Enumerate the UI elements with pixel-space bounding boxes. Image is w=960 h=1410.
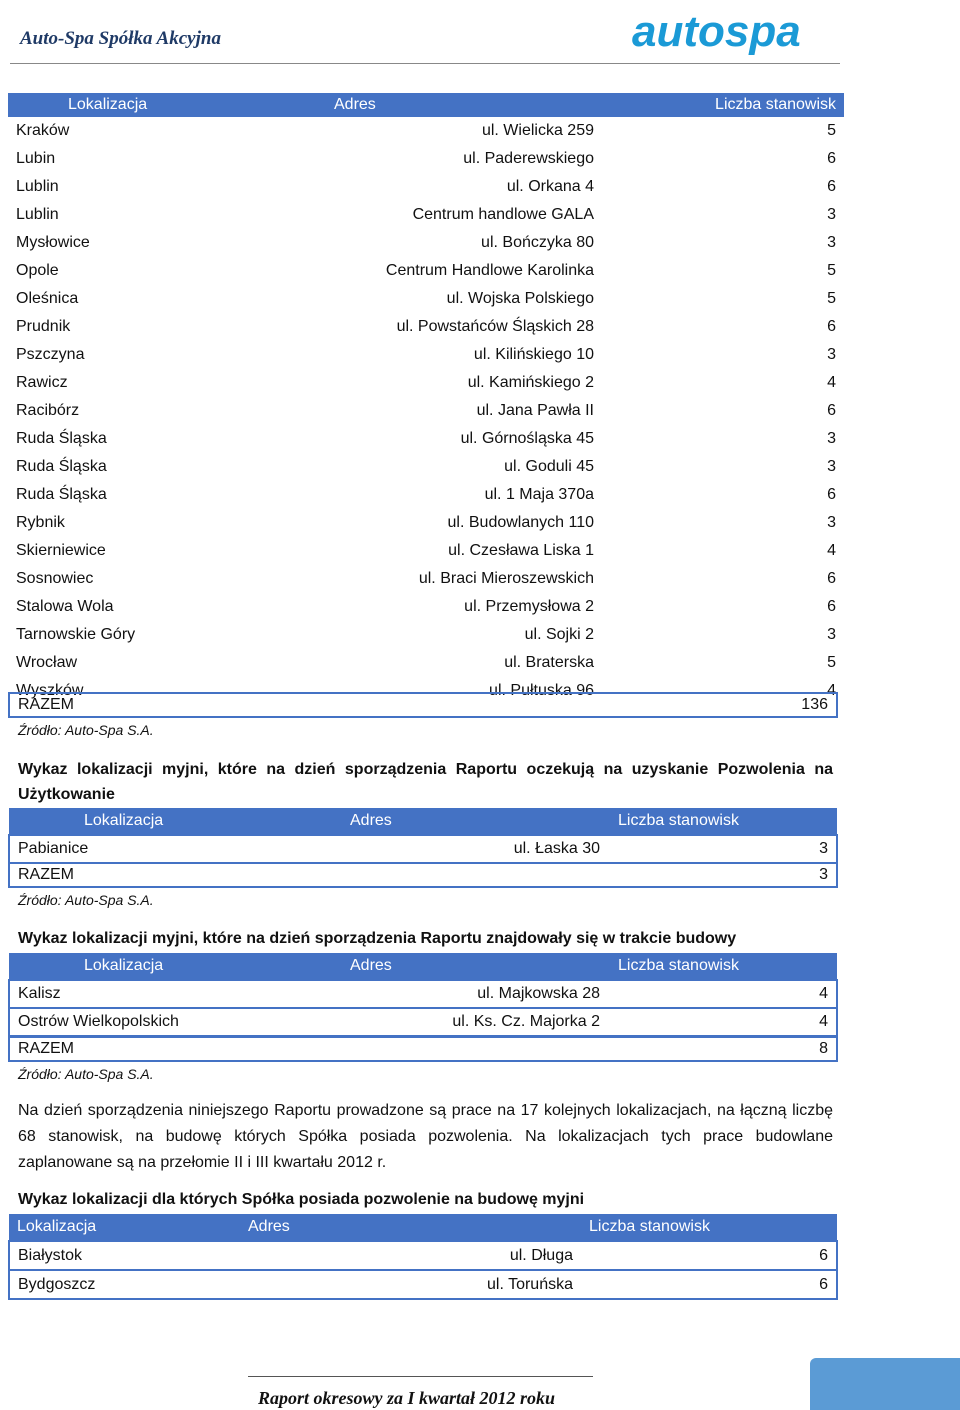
cell-address: ul. Pułtuska 96 [326,677,602,705]
cell-stations: 3 [608,835,837,863]
table-row [8,621,844,649]
table-row [9,1008,837,1036]
cell-address: ul. Łaska 30 [342,835,608,863]
table-row [8,341,844,369]
table-row [8,453,844,481]
cell-stations: 4 [608,1008,837,1036]
table-row [8,481,844,509]
total-row [8,1036,838,1062]
header-address: Adres [240,1214,581,1241]
table-row [9,980,837,1008]
header-location: Lokalizacja [9,953,342,980]
cell-location: Lubin [8,145,326,173]
cell-location: Sosnowiec [8,565,326,593]
cell-stations: 3 [602,341,844,369]
cell-stations: 3 [602,509,844,537]
section-heading-occupancy: Wykaz lokalizacji myjni, które na dzień sporządzenia Raportu oczekują na uzyskanie Pozwolenia na Użytkowanie [18,761,833,803]
cell-stations: 6 [602,313,844,341]
cell-address: ul. Paderewskiego [326,145,602,173]
table-row [8,313,844,341]
table-row [8,201,844,229]
table-row [8,173,844,201]
cell-address: ul. Wojska Polskiego [326,285,602,313]
cell-location: Oleśnica [8,285,326,313]
table-row [8,145,844,173]
cell-location: Wrocław [8,649,326,677]
cell-location: Pabianice [9,835,342,863]
cell-stations: 4 [608,980,837,1008]
table-row [8,425,844,453]
cell-location: Bydgoszcz [9,1270,240,1299]
header-divider [10,63,840,64]
construction-table [8,953,838,1037]
cell-location: Tarnowskie Góry [8,621,326,649]
cell-location: Stalowa Wola [8,593,326,621]
occupancy-table [8,808,838,864]
cell-location: Lublin [8,173,326,201]
header-location: Lokalizacja [8,93,326,117]
header-address: Adres [342,953,608,980]
cell-location: Kraków [8,117,326,145]
cell-address: ul. Jana Pawła II [326,397,602,425]
cell-stations: 6 [581,1241,837,1270]
table-row [8,285,844,313]
total-value: 136 [801,696,828,713]
cell-address: ul. Toruńska [240,1270,581,1299]
cell-stations: 6 [602,481,844,509]
cell-address: ul. Goduli 45 [326,453,602,481]
cell-location: Mysłowice [8,229,326,257]
cell-address: ul. 1 Maja 370a [326,481,602,509]
cell-address: ul. Budowlanych 110 [326,509,602,537]
cell-stations: 6 [602,397,844,425]
total-label: RAZEM [18,866,74,883]
cell-address: ul. Powstańców Śląskich 28 [326,313,602,341]
cell-stations: 5 [602,649,844,677]
cell-location: Opole [8,257,326,285]
header-stations: Liczba stanowisk [602,93,844,117]
header-location: Lokalizacja [9,1214,240,1241]
footer-accent-tab [810,1358,960,1410]
table-row [8,509,844,537]
table-row [9,835,837,863]
cell-address: ul. Braterska [326,649,602,677]
svg-text:autospa: autospa [632,7,801,56]
cell-address: ul. Orkana 4 [326,173,602,201]
cell-address: ul. Czesława Liska 1 [326,537,602,565]
cell-stations: 4 [602,369,844,397]
cell-location: Kalisz [9,980,342,1008]
section-heading-construction: Wykaz lokalizacji myjni, które na dzień sporządzenia Raportu znajdowały się w trakcie budowy [18,930,737,947]
cell-address: ul. Sojki 2 [326,621,602,649]
total-value: 3 [819,866,828,883]
header-stations: Liczba stanowisk [608,808,837,835]
footer-report-title: Raport okresowy za I kwartał 2012 roku [258,1388,556,1408]
cell-stations: 5 [602,117,844,145]
summary-paragraph: Na dzień sporządzenia niniejszego Raportu prowadzone są prace na 17 kolejnych lokalizacjach, na łączną liczbę 68 stanowisk, na budowę których Spółka posiada pozwolenia. Na lokalizacjach tych prace budowlane zaplanowane są na przełomie II i III kwartału 2012 r. [18,1102,833,1171]
cell-stations: 6 [581,1270,837,1299]
table-row [8,369,844,397]
cell-stations: 5 [602,285,844,313]
cell-address: ul. Przemysłowa 2 [326,593,602,621]
cell-location: Racibórz [8,397,326,425]
cell-stations: 5 [602,257,844,285]
cell-stations: 6 [602,173,844,201]
total-label: RAZEM [18,1040,74,1057]
cell-location: Prudnik [8,313,326,341]
total-value: 8 [819,1040,828,1057]
table-row [8,397,844,425]
cell-address: Centrum handlowe GALA [326,201,602,229]
company-name: Auto-Spa Spółka Akcyjna [20,28,221,49]
cell-address: ul. Majkowska 28 [342,980,608,1008]
cell-stations: 3 [602,621,844,649]
table-row [8,257,844,285]
table-header-row [8,93,844,117]
table-header-row [9,1214,837,1241]
cell-stations: 3 [602,229,844,257]
header-address: Adres [326,93,602,117]
cell-location: Rawicz [8,369,326,397]
cell-address: ul. Braci Mieroszewskich [326,565,602,593]
cell-address: ul. Długa [240,1241,581,1270]
header-address: Adres [342,808,608,835]
cell-address: ul. Górnośląska 45 [326,425,602,453]
locations-table-body [8,117,844,705]
source-note: Źródło: Auto-Spa S.A. [18,1066,154,1082]
table-header-row [9,953,837,980]
cell-address: ul. Bończyka 80 [326,229,602,257]
header-stations: Liczba stanowisk [581,1214,837,1241]
total-row [8,692,838,718]
cell-stations: 3 [602,425,844,453]
table-header-row [9,808,837,835]
cell-location: Lublin [8,201,326,229]
cell-location: Rybnik [8,509,326,537]
cell-location: Białystok [9,1241,240,1270]
cell-location: Ruda Śląska [8,481,326,509]
cell-location: Pszczyna [8,341,326,369]
locations-table [8,93,844,705]
cell-stations: 4 [602,677,844,705]
cell-stations: 6 [602,565,844,593]
table-row [8,117,844,145]
section-heading-permits: Wykaz lokalizacji dla których Spółka posiada pozwolenie na budowę myjni [18,1191,585,1208]
cell-stations: 3 [602,453,844,481]
table-row [8,593,844,621]
header-stations: Liczba stanowisk [608,953,837,980]
cell-stations: 6 [602,145,844,173]
table-row [9,1270,837,1299]
table-row [9,1241,837,1270]
footer-divider [248,1376,593,1377]
total-row [8,862,838,888]
cell-address: ul. Wielicka 259 [326,117,602,145]
cell-stations: 4 [602,537,844,565]
cell-address: ul. Ks. Cz. Majorka 2 [342,1008,608,1036]
cell-location: Ruda Śląska [8,425,326,453]
cell-address: ul. Kilińskiego 10 [326,341,602,369]
cell-address: ul. Kamińskiego 2 [326,369,602,397]
cell-location: Ruda Śląska [8,453,326,481]
cell-stations: 6 [602,593,844,621]
source-note: Źródło: Auto-Spa S.A. [18,892,154,908]
cell-address: Centrum Handlowe Karolinka [326,257,602,285]
cell-stations: 3 [602,201,844,229]
cell-location: Ostrów Wielkopolskich [9,1008,342,1036]
cell-location: Wyszków [8,677,326,705]
table-row [8,565,844,593]
table-row [8,649,844,677]
cell-location: Skierniewice [8,537,326,565]
table-row [8,537,844,565]
permits-table [8,1214,838,1300]
total-label: RAZEM [18,696,74,713]
header-location: Lokalizacja [9,808,342,835]
table-row [8,229,844,257]
source-note: Źródło: Auto-Spa S.A. [18,722,154,738]
autospa-logo [630,4,830,64]
